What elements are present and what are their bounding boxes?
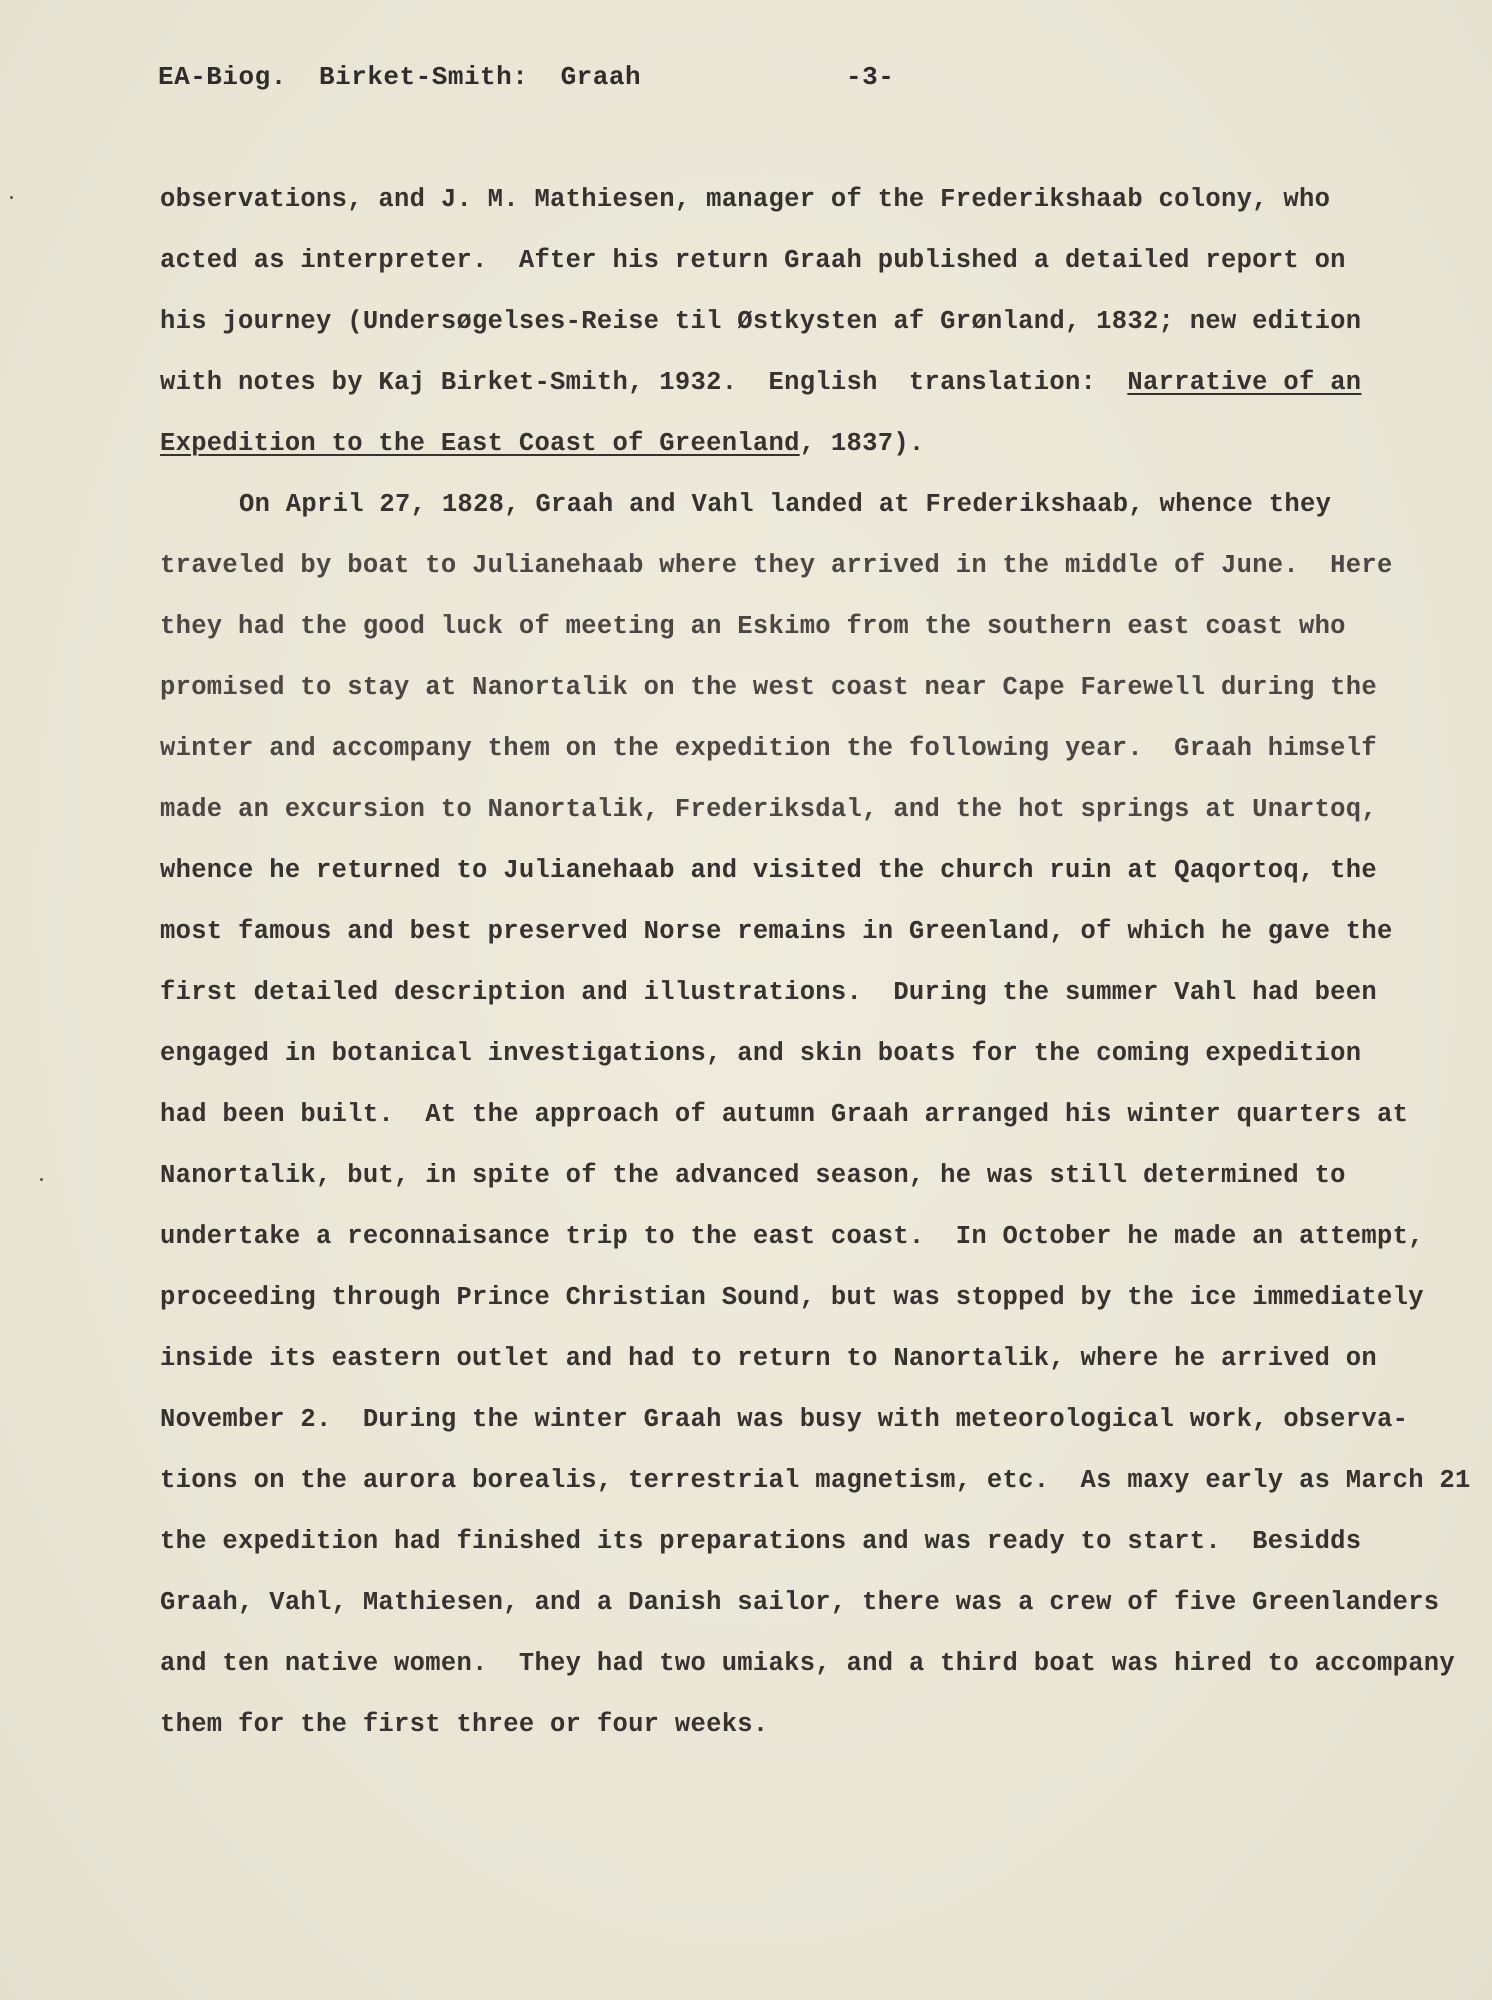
text-line: winter and accompany them on the expedition the following year. Graah himself xyxy=(160,734,1377,763)
underlined-title: Expedition to the East Coast of Greenland xyxy=(160,429,800,458)
text-line: made an excursion to Nanortalik, Frederiksdal, and the hot springs at Unartoq, xyxy=(160,795,1377,824)
page-header xyxy=(158,62,1358,92)
running-title: EA-Biog. Birket-Smith: Graah xyxy=(158,62,642,92)
text-line: first detailed description and illustrations. During the summer Vahl had been xyxy=(160,978,1377,1007)
text-line: proceeding through Prince Christian Sound, but was stopped by the ice immediately xyxy=(160,1283,1424,1312)
text-line: the expedition had finished its preparations and was ready to start. Besidds xyxy=(160,1527,1362,1556)
text-line: whence he returned to Julianehaab and visited the church ruin at Qaqortoq, the xyxy=(160,856,1377,885)
paragraph-first-line: On April 27, 1828, Graah and Vahl landed at Frederikshaab, whence they xyxy=(239,490,1332,519)
text-line: had been built. At the approach of autumn Graah arranged his winter quarters at xyxy=(160,1100,1409,1129)
text-line: Graah, Vahl, Mathiesen, and a Danish sailor, there was a crew of five Greenlanders xyxy=(160,1588,1440,1617)
text-line: traveled by boat to Julianehaab where they arrived in the middle of June. Here xyxy=(160,551,1393,580)
text-segment: , 1837). xyxy=(799,429,925,458)
underlined-title: Narrative of an xyxy=(1127,368,1362,397)
text-line xyxy=(160,365,1420,426)
text-line: Nanortalik, but, in spite of the advanced season, he was still determined to xyxy=(160,1161,1346,1190)
text-line xyxy=(160,426,1420,487)
text-line: inside its eastern outlet and had to return to Nanortalik, where he arrived on xyxy=(160,1344,1377,1373)
text-segment: with notes by Kaj Birket-Smith, 1932. English translation: xyxy=(160,368,1128,397)
text-line: promised to stay at Nanortalik on the west coast near Cape Farewell during the xyxy=(160,673,1377,702)
text-line: they had the good luck of meeting an Eskimo from the southern east coast who xyxy=(160,612,1346,641)
text-line: November 2. During the winter Graah was busy with meteorological work, observa- xyxy=(160,1405,1409,1434)
text-line: his journey (Undersøgelses-Reise til Østkysten af Grønland, 1832; new edition xyxy=(160,307,1362,336)
text-line: them for the first three or four weeks. xyxy=(160,1710,769,1739)
text-line: acted as interpreter. After his return Graah published a detailed report on xyxy=(160,246,1346,275)
page-number: -3- xyxy=(846,62,895,92)
text-line: most famous and best preserved Norse remains in Greenland, of which he gave the xyxy=(160,917,1393,946)
text-line: observations, and J. M. Mathiesen, manager of the Frederikshaab colony, who xyxy=(160,185,1331,214)
paper-speck xyxy=(40,1178,43,1181)
text-line: engaged in botanical investigations, and skin boats for the coming expedition xyxy=(160,1039,1362,1068)
text-line: tions on the aurora borealis, terrestrial magnetism, etc. As maxy early as March 21 xyxy=(160,1466,1471,1495)
text-line: undertake a reconnaisance trip to the east coast. In October he made an attempt, xyxy=(160,1222,1424,1251)
body-text xyxy=(160,182,1471,1768)
paper-speck xyxy=(10,196,13,199)
text-line: and ten native women. They had two umiaks, and a third boat was hired to accompany xyxy=(160,1649,1456,1678)
